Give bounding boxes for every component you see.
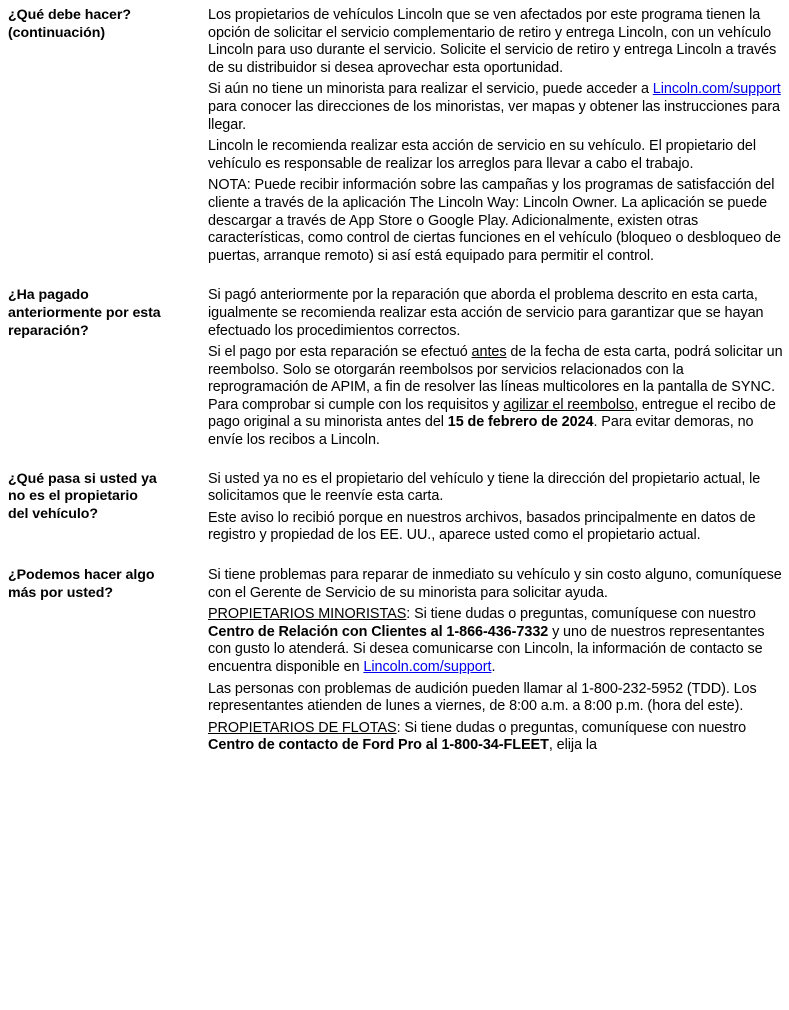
text-run: Si usted ya no es el propietario del vehículo y tiene la dirección del propietario actual, le solicitamos que le reenvíe esta carta. xyxy=(208,470,765,505)
text-run: y uno de nuestros representantes con gusto lo atenderá. Si desea comunicarse con Lincoln, la información de contacto se encuentra disponible en xyxy=(208,623,769,675)
qa-heading-line: reparación? xyxy=(8,322,89,339)
qa-heading xyxy=(8,7,208,42)
text-run: . Para evitar demoras, no envíe los recibos a Lincoln. xyxy=(208,414,758,449)
paragraph xyxy=(208,471,783,506)
section-spacer xyxy=(8,450,783,471)
qa-section-podemos-hacer-algo-mas xyxy=(8,567,786,755)
emphasis-bold: Centro de Relación con Clientes al 1-866-436-7332 xyxy=(208,623,549,640)
qa-heading-line: ¿Qué debe hacer? xyxy=(8,7,131,23)
qa-heading-line: ¿Ha pagado xyxy=(8,287,89,304)
text-run: Si aún no tiene un minorista para realizar el servicio, puede acceder a xyxy=(208,81,653,98)
qa-body xyxy=(208,287,787,449)
emphasis-underline: agilizar el reembolso xyxy=(503,396,635,413)
emphasis-bold: Centro de contacto de Ford Pro al 1-800-34-FLEET xyxy=(208,737,549,754)
section-spacer xyxy=(8,545,783,567)
paragraph xyxy=(208,81,783,134)
paragraph xyxy=(208,720,783,755)
qa-heading xyxy=(8,287,208,340)
text-run: : Si tiene dudas o preguntas, comuníquese con nuestro xyxy=(396,719,750,736)
text-run: para conocer las direcciones de los minoristas, ver mapas y obtener las instrucciones para llegar. xyxy=(208,81,785,133)
emphasis-underline: PROPIETARIOS MINORISTAS xyxy=(208,606,407,623)
qa-heading-line: anteriormente por esta xyxy=(8,304,161,321)
qa-body xyxy=(208,567,786,755)
text-run: . xyxy=(491,659,496,675)
qa-section-que-debe-hacer xyxy=(8,7,783,265)
qa-heading-line: ¿Podemos hacer algo xyxy=(8,567,155,584)
text-run: , entregue el recibo de pago original a su minorista antes del xyxy=(208,396,780,431)
qa-heading-line: ¿Qué pasa si usted ya xyxy=(8,470,157,487)
paragraph xyxy=(208,287,783,340)
text-run: Si pagó anteriormente por la reparación que aborda el problema descrito en esta carta, igualmente se recomienda realizar esta acción de servicio para garantizar que se hayan efectuado los procedimientos correctos. xyxy=(208,287,768,339)
qa-body xyxy=(208,7,783,265)
paragraph xyxy=(208,344,787,450)
qa-section-ha-pagado-anteriormente xyxy=(8,287,787,449)
emphasis-bold: 15 de febrero de 2024 xyxy=(447,414,594,431)
text-run: Si el pago por esta reparación se efectuó xyxy=(208,344,472,361)
qa-heading-line: más por usted? xyxy=(8,584,113,601)
qa-heading-line: no es el propietario xyxy=(8,488,138,505)
paragraph xyxy=(208,681,783,716)
emphasis-underline: antes xyxy=(471,344,507,361)
text-run: , elija la xyxy=(548,737,597,754)
qa-body xyxy=(208,471,783,545)
text-run: Si tiene problemas para reparar de inmediato su vehículo y sin costo alguno, comuníquese con el Gerente de Servicio de su minorista para solicitar ayuda. xyxy=(208,567,786,601)
section-spacer xyxy=(8,265,783,287)
qa-heading xyxy=(8,471,208,524)
text-run: : Si tiene dudas o preguntas, comuníquese con nuestro xyxy=(406,606,760,623)
paragraph xyxy=(208,567,786,602)
paragraph xyxy=(208,7,783,77)
qa-heading-line: del vehículo? xyxy=(8,505,99,522)
text-run: Los propietarios de vehículos Lincoln que se ven afectados por este programa tienen la opción de solicitar el servicio complementario de retiro y entrega Lincoln, con un vehículo Lincoln para uso durante el servicio. Solicite el servicio de retiro y entrega Lincoln a través de su distribuidor si desea aprovechar esta oportunidad. xyxy=(208,7,781,76)
support-link[interactable]: Lincoln.com/support xyxy=(652,81,781,98)
paragraph xyxy=(208,510,783,545)
qa-heading-line: (continuación) xyxy=(8,24,106,41)
text-run: Lincoln le recomienda realizar esta acción de servicio en su vehículo. El propietario del vehículo es responsable de realizar los arreglos para llevar a cabo el trabajo. xyxy=(208,138,760,172)
paragraph xyxy=(208,606,783,676)
text-run: Este aviso lo recibió porque en nuestros archivos, basados principalmente en datos de registro y propiedad de los EE. UU., aparece usted como el propietario actual. xyxy=(208,509,760,544)
qa-section-ya-no-es-propietario xyxy=(8,471,783,545)
text-run: de la fecha de esta carta, podrá solicitar un reembolso. Solo se otorgarán reembolsos por servicios relacionados con la reprogramación de APIM, a fin de resolver las líneas multicolores en la pantalla de SYNC. Para comprobar si cumple con los requisitos y xyxy=(208,344,787,413)
emphasis-underline: PROPIETARIOS DE FLOTAS xyxy=(208,719,397,736)
paragraph xyxy=(208,177,783,265)
text-run: Las personas con problemas de audición pueden llamar al 1-800-232-5952 (TDD). Los representantes atienden de lunes a viernes, de 8:00 a.m. a 8:00 p.m. (hora del este). xyxy=(208,680,761,715)
qa-heading xyxy=(8,567,208,602)
paragraph xyxy=(208,138,783,173)
support-link[interactable]: Lincoln.com/support xyxy=(363,659,492,675)
text-run: NOTA: Puede recibir información sobre las campañas y los programas de satisfacción del cliente a través de la aplicación The Lincoln Way: Lincoln Owner. La aplicación se puede descargar a través de App Store o Google Play. Adicionalmente, existen otras características, como control de ciertas funciones en el vehículo (bloqueo o desbloqueo de puertas, arranque remoto) si así está equipado para permitir el control. xyxy=(208,177,785,264)
